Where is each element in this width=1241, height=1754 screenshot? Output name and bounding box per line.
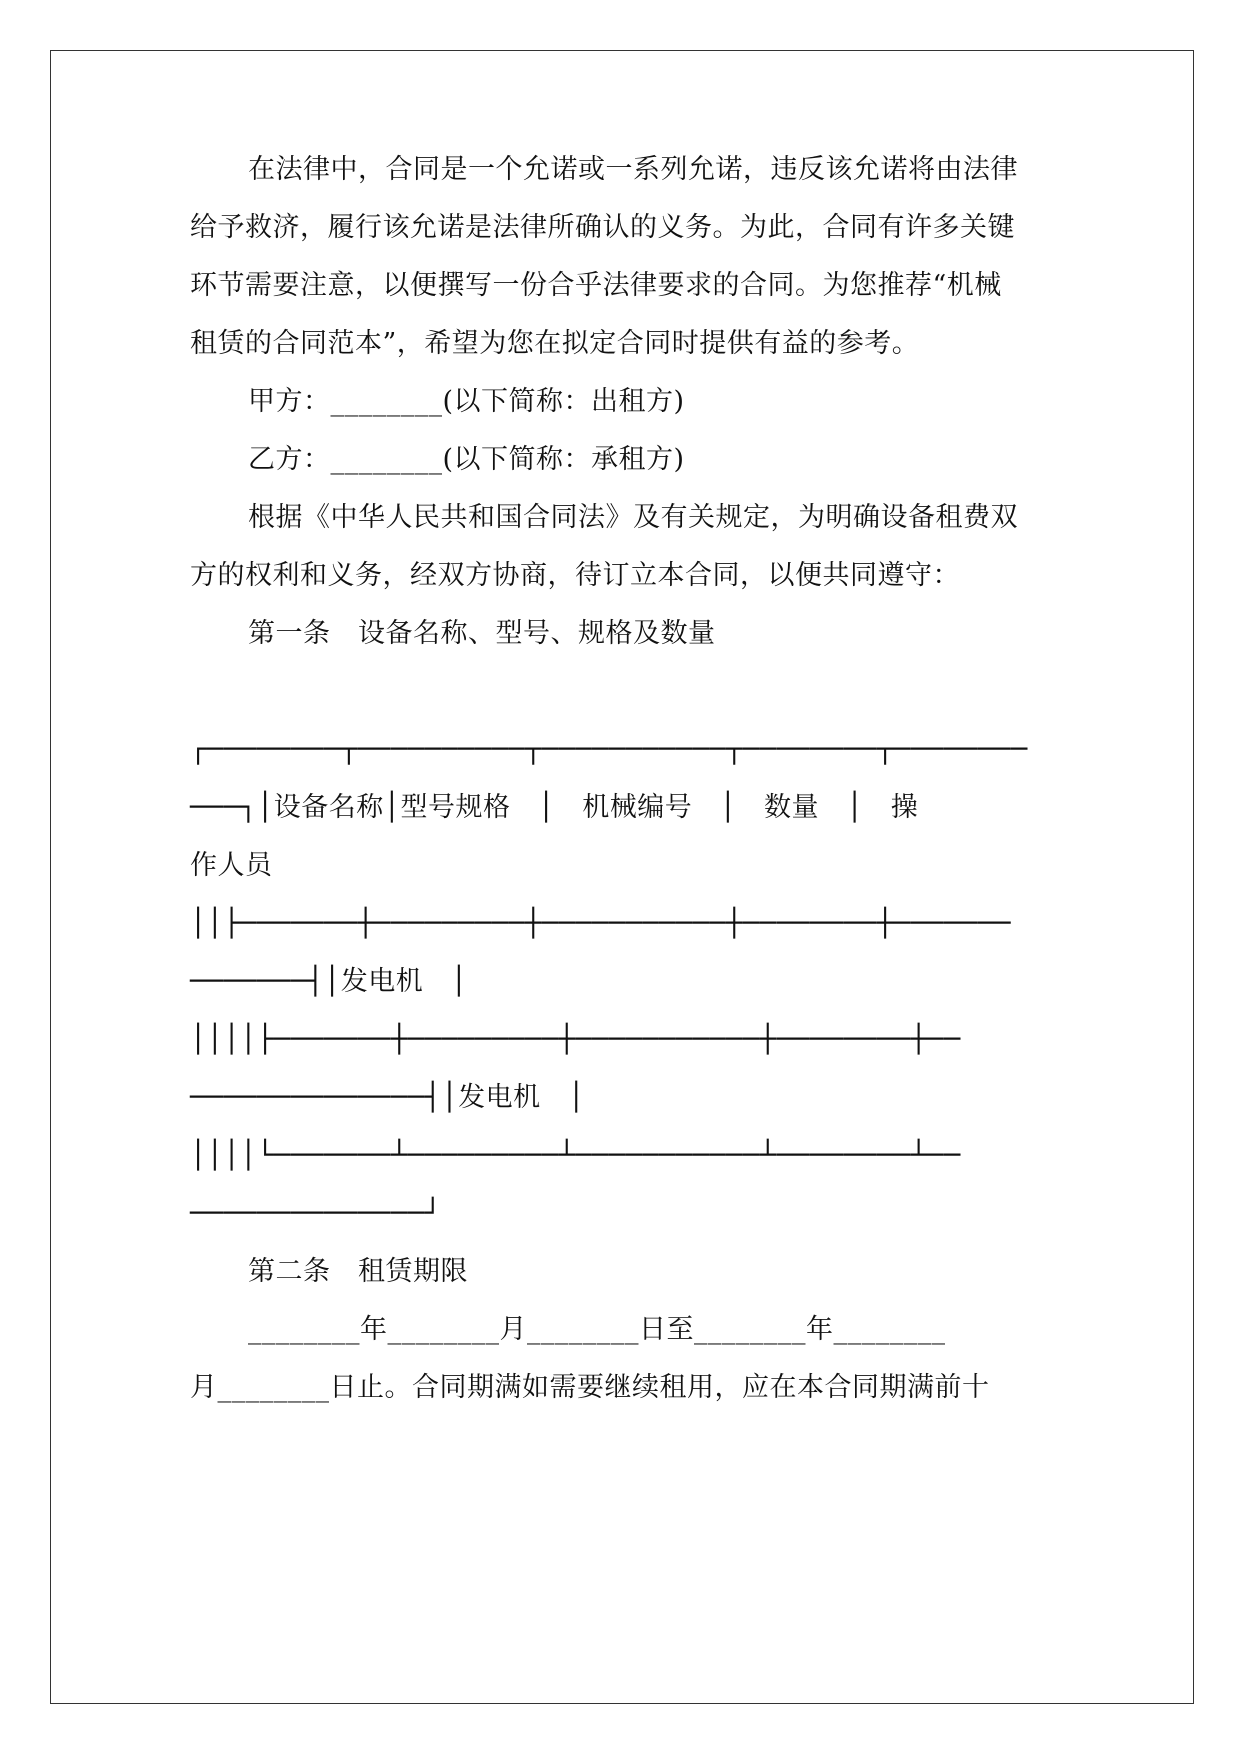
intro-paragraph-line-1: 在法律中，合同是一个允诺或一系列允诺，违反该允诺将由法律 bbox=[248, 154, 1018, 185]
intro-paragraph-line-4: 租赁的合同范本”，希望为您在拟定合同时提供有益的参考。 bbox=[190, 328, 920, 359]
table-row-2: ──────────────┤│发电机 │ bbox=[190, 1082, 585, 1113]
article-two-heading: 第二条 租赁期限 bbox=[248, 1256, 468, 1287]
intro-paragraph-line-3: 环节需要注意，以便撰写一份合乎法律要求的合同。为您推荐“机械 bbox=[190, 270, 1002, 301]
article-one-heading: 第一条 设备名称、型号、规格及数量 bbox=[248, 618, 716, 649]
party-b-line: 乙方：________(以下简称：承租方) bbox=[248, 444, 685, 475]
table-border-top: ┌────────┬──────────┬───────────┬────────┬──────── bbox=[190, 734, 1028, 765]
intro-paragraph-line-2: 给予救济，履行该允诺是法律所确认的义务。为此，合同有许多关键 bbox=[190, 212, 1015, 243]
table-border-bottom-wrap: ──────────────┘ bbox=[190, 1198, 442, 1229]
table-header-row: ───┐│设备名称│型号规格 │ 机械编号 │ 数量 │ 操 bbox=[190, 792, 919, 823]
table-header-row-wrap: 作人员 bbox=[190, 850, 273, 881]
lease-term-line-2: 月________日止。合同期满如需要继续租用，应在本合同期满前十 bbox=[190, 1372, 990, 1403]
table-border-bottom: ││││└───────┴─────────┴───────────┴────────┴── bbox=[190, 1140, 961, 1171]
basis-paragraph-line-2: 方的权利和义务，经双方协商，待订立本合同，以便共同遵守： bbox=[190, 560, 960, 591]
table-border-middle-2: ││││├───────┼─────────┼───────────┼────────┼── bbox=[190, 1024, 961, 1055]
party-a-line: 甲方：________(以下简称：出租方) bbox=[248, 386, 685, 417]
table-border-middle-1: ││├───────┼─────────┼───────────┼────────┼─────── bbox=[190, 908, 1012, 939]
lease-term-line-1: ________年________月________日至________年________ bbox=[248, 1314, 946, 1345]
table-row-1: ───────┤│发电机 │ bbox=[190, 966, 468, 997]
basis-paragraph-line-1: 根据《中华人民共和国合同法》及有关规定，为明确设备租费双 bbox=[248, 502, 1018, 533]
